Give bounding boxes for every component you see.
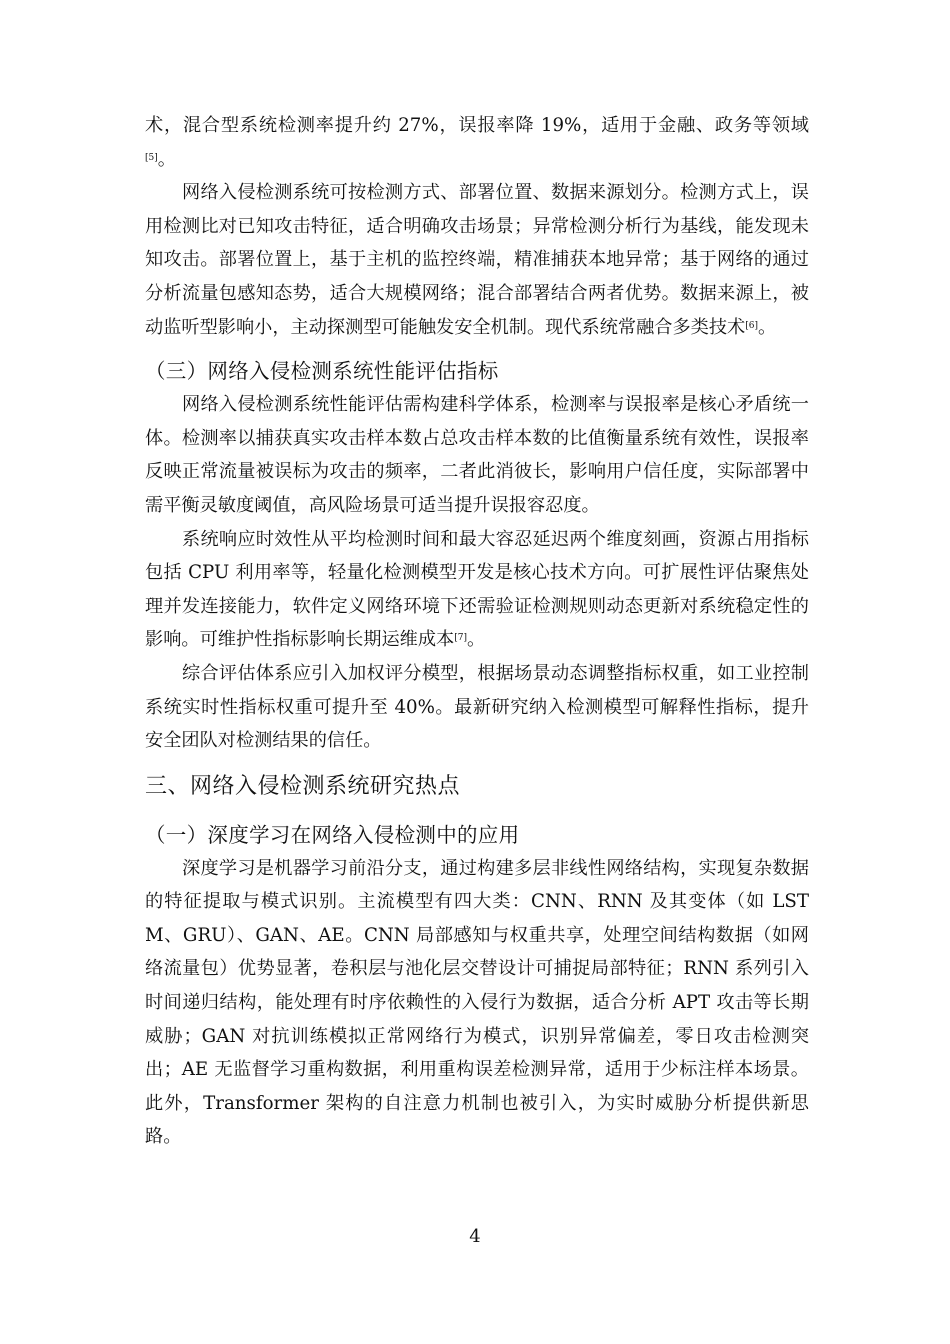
paragraph-classification: 网络入侵检测系统可按检测方式、部署位置、数据来源划分。检测方式上，误用检测比对已知攻击特征，适合明确攻击场景；异常检测分析行为基线，能发现未知攻击。部署位置上，基于主机的监控终端，精准捕获本地异常；基于网络的通过分析流量包感知态势，适合大规模网络；混合部署结合两者优势。数据来源上，被动监听型影响小，主动探测型可能触发安全机制。现代系统常融合多类技术[6]。	[145, 182, 809, 338]
section-heading-deep-learning: （一）深度学习在网络入侵检测中的应用	[145, 822, 520, 847]
citation-6: [6]	[745, 320, 758, 331]
paragraph-classification-tail: 术，混合型系统检测率提升约 27%，误报率降 19%，适用于金融、政务等领域[5]。	[145, 115, 809, 170]
paragraph-response-time: 系统响应时效性从平均检测时间和最大容忍延迟两个维度刻画，资源占用指标包括 CPU 利用率等，轻量化检测模型开发是核心技术方向。可扩展性评估聚焦处理并发连接能力，软件定义网络环境下还需验证检测规则动态更新对系统稳定性的影响。可维护性指标影响长期运维成本[7]。	[145, 528, 809, 651]
chapter-heading-research-hotspots: 三、网络入侵检测系统研究热点	[145, 773, 461, 799]
citation-5: [5]	[145, 152, 158, 163]
paragraph-detection-rate: 网络入侵检测系统性能评估需构建科学体系，检测率与误报率是核心矛盾统一体。检测率以捕获真实攻击样本数占总攻击样本数的比值衡量系统有效性，误报率反映正常流量被误标为攻击的频率，二者此消彼长，影响用户信任度，实际部署中需平衡灵敏度阈值，高风险场景可适当提升误报容忍度。	[145, 394, 809, 516]
paragraph-weighted-evaluation: 综合评估体系应引入加权评分模型，根据场景动态调整指标权重，如工业控制系统实时性指标权重可提升至 40%。最新研究纳入检测模型可解释性指标，提升安全团队对检测结果的信任。	[145, 662, 809, 752]
citation-7: [7]	[454, 633, 467, 644]
paragraph-deep-learning: 深度学习是机器学习前沿分支，通过构建多层非线性网络结构，实现复杂数据的特征提取与模式识别。主流模型有四大类：CNN、RNN 及其变体（如 LSTM、GRU）、GAN、AE。CNN 局部感知与权重共享，处理空间结构数据（如网络流量包）优势显著，卷积层与池化层交替设计可捕捉局部特征；RNN 系列引入时间递归结构，能处理有时序依赖性的入侵行为数据，适合分析 APT 攻击等长期威胁；GAN 对抗训练模拟正常网络行为模式，识别异常偏差，零日攻击检测突出；AE 无监督学习重构数据，利用重构误差检测异常，适用于少标注样本场景。此外，Transformer 架构的自注意力机制也被引入，为实时威胁分析提供新思路。	[145, 857, 810, 1148]
page-body	[145, 109, 809, 1154]
section-heading-performance-metrics: （三）网络入侵检测系统性能评估指标	[145, 359, 499, 384]
page-number: 4	[469, 1226, 481, 1247]
